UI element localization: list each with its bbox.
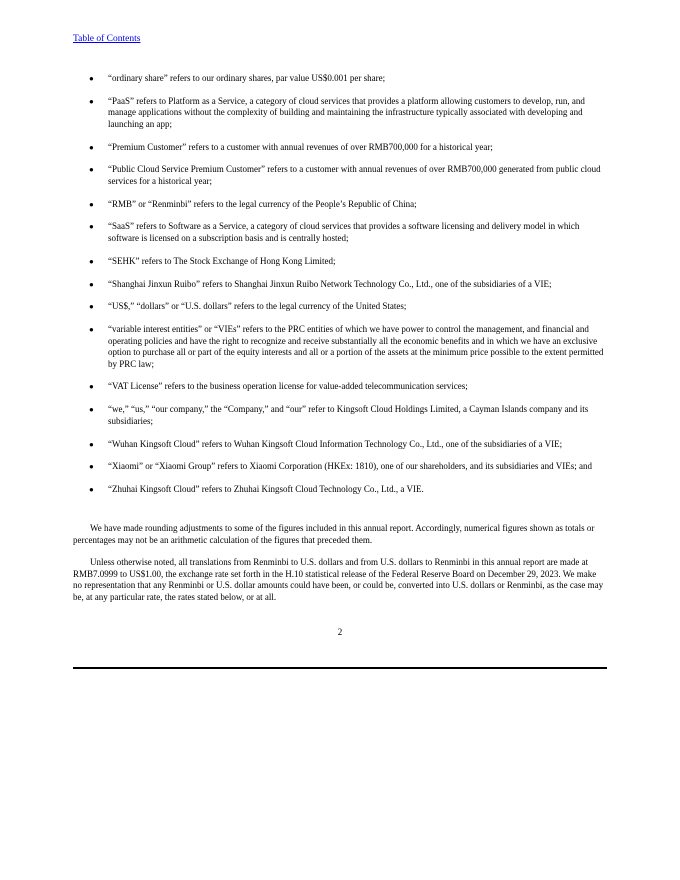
- definition-item: [73, 221, 607, 244]
- bullet-icon: ●: [89, 325, 94, 335]
- definitions-list: [73, 73, 607, 507]
- definition-item: [73, 324, 607, 370]
- definition-text: “Xiaomi” or “Xiaomi Group” refers to Xiaomi Corporation (HKEx: 1810), one of our shareholders, and its subsidiaries and VIEs; and: [108, 461, 592, 472]
- bullet-icon: ●: [89, 439, 94, 449]
- definition-item: [73, 404, 607, 427]
- definition-text: “Zhuhai Kingsoft Cloud” refers to Zhuhai Kingsoft Cloud Technology Co., Ltd., a VIE.: [108, 484, 424, 495]
- translations-paragraph: Unless otherwise noted, all translations from Renminbi to U.S. dollars and from U.S. dollars to Renminbi in this annual report are made at RMB7.0999 to US$1.00, the exchange rate set forth in the H.10 statistical release of the Federal Reserve Board on December 29, 2023. We make no representation that any Renminbi or U.S. dollar amounts could have been, or could be, converted into U.S. dollars or Renminbi, as the case may be, at any particular rate, the rates stated below, or at all.: [73, 557, 604, 602]
- definition-text: “Premium Customer” refers to a customer with annual revenues of over RMB700,000 for a historical year;: [108, 141, 493, 152]
- bullet-icon: ●: [89, 96, 94, 106]
- definition-text: “US$,” “dollars” or “U.S. dollars” refers to the legal currency of the United States;: [108, 301, 407, 312]
- definition-item: [73, 199, 607, 211]
- bullet-icon: ●: [89, 485, 94, 495]
- bullet-icon: ●: [89, 462, 94, 472]
- definition-text: “ordinary share” refers to our ordinary shares, par value US$0.001 per share;: [108, 73, 386, 83]
- bullet-icon: ●: [89, 279, 94, 289]
- definition-text: “Shanghai Jinxun Ruibo” refers to Shanghai Jinxun Ruibo Network Technology Co., Ltd., one of the subsidiaries of a VIE;: [108, 278, 552, 289]
- definition-text: “we,” “us,” “our company,” the “Company,” and “our” refer to Kingsoft Cloud Holdings Limited, a Cayman Islands company and its subsidiaries;: [108, 404, 589, 426]
- definition-text: “SEHK” refers to The Stock Exchange of Hong Kong Limited;: [108, 255, 336, 266]
- definition-text: “VAT License” refers to the business operation license for value-added telecommunication services;: [108, 381, 468, 392]
- bullet-icon: ●: [89, 405, 94, 415]
- definition-item: [73, 73, 607, 85]
- bullet-icon: ●: [89, 199, 94, 209]
- table-of-contents-link[interactable]: Table of Contents: [73, 34, 141, 44]
- bullet-icon: ●: [89, 256, 94, 266]
- definition-item: [73, 461, 607, 473]
- definition-item: [73, 381, 607, 393]
- definition-item: [73, 439, 607, 451]
- bullet-icon: ●: [89, 222, 94, 232]
- definition-text: “SaaS” refers to Software as a Service, a category of cloud services that provides a software licensing and delivery model in which software is licensed on a subscription basis and is centrally hosted;: [108, 221, 580, 243]
- definition-text: “Public Cloud Service Premium Customer” refers to a customer with annual revenues of over RMB700,000 generated from public cloud services for a historical year;: [108, 164, 601, 186]
- bullet-icon: ●: [89, 165, 94, 175]
- definition-text: “PaaS” refers to Platform as a Service, a category of cloud services that provides a platform allowing customers to develop, run, and manage applications without the complexity of building and maintaining the infrastructure typically associated with developing and launching an app;: [108, 95, 585, 129]
- page-divider: [73, 667, 607, 669]
- definition-text: “Wuhan Kingsoft Cloud” refers to Wuhan Kingsoft Cloud Information Technology Co., Ltd., one of the subsidiaries of a VIE;: [108, 438, 563, 449]
- definition-text: “RMB” or “Renminbi” refers to the legal currency of the People’s Republic of China;: [108, 198, 417, 209]
- bullet-icon: ●: [89, 142, 94, 152]
- definition-item: [73, 164, 607, 187]
- definition-item: [73, 301, 607, 313]
- definition-item: [73, 279, 607, 291]
- page-number: 2: [337, 627, 343, 637]
- bullet-icon: ●: [89, 74, 94, 83]
- definition-item: [73, 142, 607, 154]
- definition-text: “variable interest entities” or “VIEs” refers to the PRC entities of which we have power to control the management, and financial and operating policies and have the right to recognize and receive substantially all the economic benefits and in which we have an exclusive option to purchase all or part of the equity interests and all or a portion of the assets at the minimum price possible to the extent permitted by PRC law;: [108, 324, 604, 369]
- definition-item: [73, 484, 607, 496]
- bullet-icon: ●: [89, 382, 94, 392]
- bullet-icon: ●: [89, 302, 94, 312]
- rounding-paragraph: We have made rounding adjustments to some of the figures included in this annual report. Accordingly, numerical figures shown as totals or percentages may not be an arithmetic calculation of the figures that preceded them.: [73, 523, 595, 545]
- definition-item: [73, 256, 607, 268]
- definition-item: [73, 96, 607, 131]
